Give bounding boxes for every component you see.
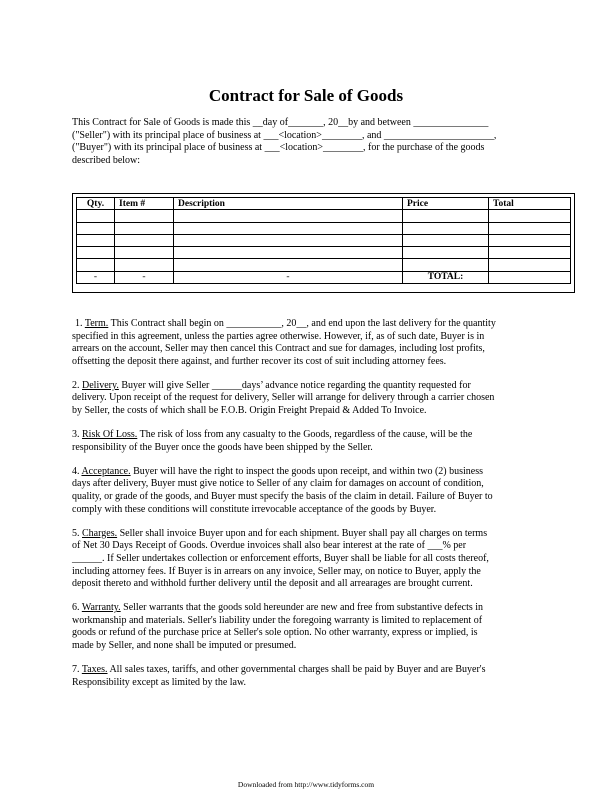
clause-text: Seller warrants that the goods sold hereunder are new and free from substantive defects in — [120, 602, 484, 614]
price-cell[interactable] — [403, 247, 489, 259]
qty-cell[interactable] — [77, 222, 115, 234]
clause-4 — [72, 466, 547, 516]
clause-heading: Charges. — [82, 527, 118, 539]
item-cell[interactable] — [115, 210, 174, 222]
clause-1 — [72, 318, 547, 368]
clause-heading: Term. — [84, 318, 109, 329]
qty-cell[interactable] — [77, 234, 115, 246]
clause-line: Responsibility except as limited by the law. — [72, 676, 247, 688]
total-row-qty: - — [77, 271, 115, 283]
clause-line: offsetting the deposit there against, and further recover its cost of suit including attorney fees. — [72, 355, 447, 367]
grand-total-cell[interactable] — [489, 271, 571, 283]
intro-line: ("Seller") with its principal place of business at ___<location>________, and ______________________, — [72, 129, 497, 141]
clause-number: 4. — [72, 465, 82, 477]
clause-text: This Contract shall begin on ___________, 20__, and end upon the last delivery for the quantity — [108, 318, 496, 329]
clause-text: Buyer will give Seller ______days’ advance notice regarding the quantity requested for — [118, 379, 471, 391]
clause-line — [72, 664, 547, 677]
description-cell[interactable] — [174, 210, 403, 222]
intro-line: This Contract for Sale of Goods is made this __day of_______, 20__by and between _______________ — [72, 117, 489, 128]
clause-line: specified in this agreement, unless the parties agree otherwise. However, if, as of such date, Buyer is in — [72, 330, 485, 342]
clause-line: ______. If Seller undertakes collection or enforcement efforts, Buyer shall be liable for all costs thereof, — [72, 552, 489, 564]
clause-5 — [72, 528, 547, 591]
total-cell[interactable] — [489, 259, 571, 271]
goods-table-frame — [72, 193, 575, 293]
table-row — [77, 259, 571, 271]
clause-number: 3. — [72, 429, 82, 441]
description-cell[interactable] — [174, 259, 403, 271]
item-cell[interactable] — [115, 222, 174, 234]
clause-number: 5. — [72, 527, 82, 539]
total-cell[interactable] — [489, 222, 571, 234]
clause-text: Seller shall invoice Buyer upon and for each shipment. Buyer shall pay all charges on terms — [117, 527, 488, 539]
clause-line: workmanship and materials. Seller's liability under the foregoing warranty is limited to replacement of — [72, 614, 483, 626]
qty-cell[interactable] — [77, 247, 115, 259]
clause-line: deposit thereto and withhold further delivery until the deposit and all arrearages are brought current. — [72, 578, 473, 590]
clause-7 — [72, 664, 547, 689]
price-cell[interactable] — [403, 234, 489, 246]
clause-line: goods or refund of the purchase price at Seller's sole option. No other warranty, express or implied, is — [72, 627, 478, 639]
clause-text: All sales taxes, tariffs, and other governmental charges shall be paid by Buyer and are Buyer's — [107, 664, 486, 676]
total-label: TOTAL: — [403, 271, 489, 283]
goods-table — [76, 197, 571, 284]
clause-line: delivery. Upon receipt of the request for delivery, Seller will arrange for delivery through a carrier chosen — [72, 392, 495, 404]
clause-heading: Taxes. — [81, 664, 108, 676]
price-cell[interactable] — [403, 210, 489, 222]
clause-line: quality, or grade of the goods, and Buyer must specify the basis of the claim in detail. Failure of Buyer to — [72, 491, 493, 503]
clause-line: responsibility of the Buyer once the goods have been shipped by the Seller. — [72, 441, 373, 453]
clause-line — [72, 466, 547, 479]
clause-2 — [72, 380, 547, 418]
clause-line: of Net 30 Days Receipt of Goods. Overdue invoices shall also bear interest at the rate of ___% per — [72, 540, 467, 552]
intro-line: ("Buyer") with its principal place of business at ___<location>________, for the purchase of the goods — [72, 142, 485, 154]
clause-heading: Warranty. — [81, 602, 121, 614]
item-cell[interactable] — [115, 259, 174, 271]
download-source-footer: Downloaded from http://www.tidyforms.com — [237, 780, 375, 789]
clause-text: Buyer will have the right to inspect the goods upon receipt, and within two (2) business — [130, 465, 484, 477]
clause-line — [72, 528, 547, 541]
intro-line: described below: — [72, 154, 141, 166]
table-header-row — [77, 198, 571, 210]
clause-number: 1. — [75, 318, 85, 329]
total-cell[interactable] — [489, 210, 571, 222]
qty-cell[interactable] — [77, 259, 115, 271]
page-title: Contract for Sale of Goods — [208, 86, 404, 105]
clause-line: by Seller, the costs of which shall be F.O.B. Origin Freight Prepaid & Added To Invoice. — [72, 405, 427, 417]
table-row — [77, 210, 571, 222]
clause-line — [72, 318, 547, 331]
clause-heading: Delivery. — [82, 379, 119, 391]
total-cell[interactable] — [489, 234, 571, 246]
intro-paragraph — [72, 117, 542, 167]
clause-number: 7. — [72, 664, 82, 676]
clause-number: 6. — [72, 602, 82, 614]
total-row-item: - — [115, 271, 174, 283]
header-description: Description — [174, 198, 403, 210]
clause-line: made by Seller, and none shall be imputed or presumed. — [72, 639, 297, 651]
clause-3 — [72, 429, 547, 454]
clause-line — [72, 380, 547, 393]
clause-line: arrears on the account, Seller may then cancel this Contract and sue for damages, including lost profits, — [72, 343, 485, 355]
clause-line — [72, 429, 547, 442]
price-cell[interactable] — [403, 222, 489, 234]
clause-6 — [72, 602, 547, 652]
header-item: Item # — [115, 198, 174, 210]
table-row — [77, 234, 571, 246]
description-cell[interactable] — [174, 222, 403, 234]
clause-line: days after delivery, Buyer must give notice to Seller of any claim for damages on account of condition, — [72, 478, 484, 490]
header-qty: Qty. — [77, 198, 115, 210]
qty-cell[interactable] — [77, 210, 115, 222]
header-total: Total — [489, 198, 571, 210]
table-total-row — [77, 271, 571, 283]
clause-text: The risk of loss from any casualty to the Goods, regardless of the cause, will be the — [137, 429, 473, 441]
total-cell[interactable] — [489, 247, 571, 259]
clause-line: comply with these conditions will constitute irrevocable acceptance of the goods by Buyer. — [72, 503, 437, 515]
price-cell[interactable] — [403, 259, 489, 271]
header-price: Price — [403, 198, 489, 210]
table-row — [77, 247, 571, 259]
description-cell[interactable] — [174, 234, 403, 246]
item-cell[interactable] — [115, 234, 174, 246]
clause-heading: Acceptance. — [81, 465, 131, 477]
clause-line: including attorney fees. If Buyer is in arrears on any invoice, Seller may, on notice to Buyer, apply the — [72, 565, 481, 577]
clause-number: 2. — [72, 379, 82, 391]
clause-line — [72, 602, 547, 615]
total-row-description: - — [174, 271, 403, 283]
contract-clauses — [72, 318, 547, 701]
description-cell[interactable] — [174, 247, 403, 259]
table-row — [77, 222, 571, 234]
item-cell[interactable] — [115, 247, 174, 259]
clause-heading: Risk Of Loss. — [82, 429, 138, 441]
